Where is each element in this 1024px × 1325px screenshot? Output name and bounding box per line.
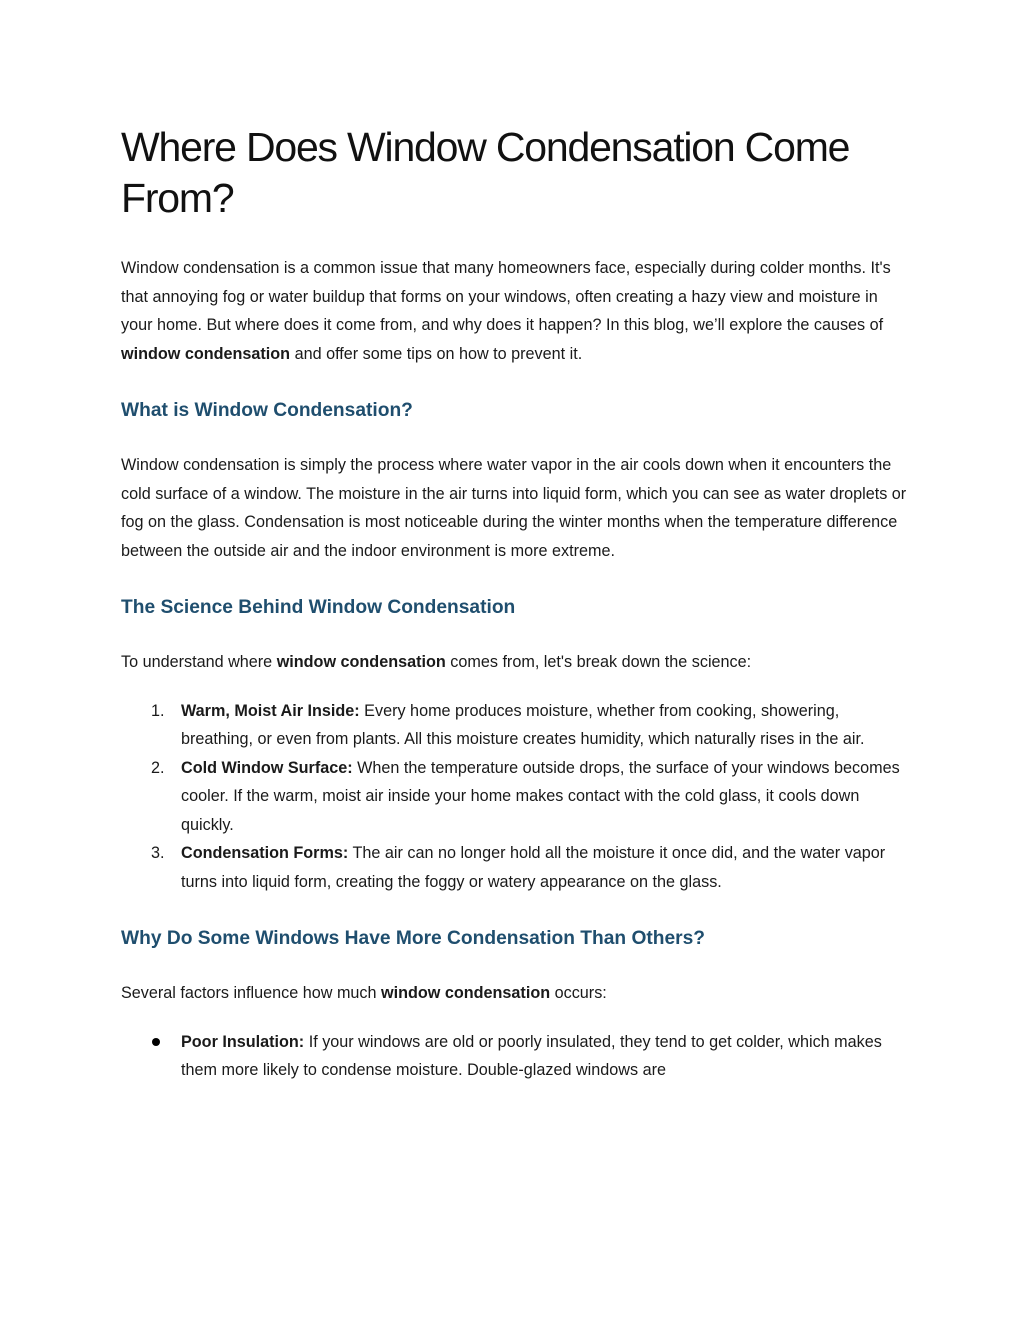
list-item <box>121 1028 911 1085</box>
list-item-label: Poor Insulation: <box>181 1032 305 1051</box>
factors-list <box>121 1028 911 1085</box>
intro-paragraph <box>121 254 911 368</box>
list-item-text: Every home produces moisture, whether from cooking, showering, breathing, or even from plants. All this moisture creates humidity, which naturally rises in the air. <box>181 701 865 748</box>
list-item-label: Condensation Forms: <box>181 844 349 862</box>
list-item-label: Cold Window Surface: <box>181 758 353 777</box>
science-steps-list <box>121 697 911 897</box>
section-science-lead <box>121 648 911 677</box>
section-what-is-paragraph: Window condensation is simply the process where water vapor in the air cools down when it encounters the cold surface of a window. The moisture in the air turns into liquid form, which you can see as water droplets or fog on the glass. Condensation is most noticeable during the winter months when the temperature difference between the outside air and the indoor environment is more extreme. <box>121 456 907 560</box>
bullet-icon <box>152 1038 160 1046</box>
list-item <box>121 754 911 840</box>
section-heading-why-more: Why Do Some Windows Have More Condensation Than Others? <box>121 928 706 949</box>
section-heading-science: The Science Behind Window Condensation <box>121 597 516 618</box>
section-heading-what-is: What is Window Condensation? <box>121 400 413 421</box>
list-item-text: When the temperature outside drops, the surface of your windows becomes cooler. If the warm, moist air inside your home makes contact with the cold glass, it cools down quickly. <box>181 758 900 834</box>
science-lead-end: comes from, let's break down the science: <box>445 653 752 671</box>
page-title: Where Does Window Condensation Come From? <box>121 124 850 221</box>
list-item <box>121 839 911 896</box>
list-item-label: Warm, Moist Air Inside: <box>181 701 360 720</box>
list-item-text: The air can no longer hold all the moisture it once did, and the water vapor turns into liquid form, creating the foggy or watery appearance on the glass. <box>181 844 886 891</box>
why-lead-start: Several factors influence how much <box>121 984 382 1002</box>
intro-text-start: Window condensation is a common issue that many homeowners face, especially during colder months. It's that annoying fog or water buildup that forms on your windows, often creating a hazy view and moisture in your home. But where does it come from, and why does it happen? In this blog, we’ll explore the causes of <box>121 259 891 334</box>
intro-text-end: and offer some tips on how to prevent it. <box>290 344 583 363</box>
science-lead-start: To understand where <box>121 653 277 671</box>
list-item-number: 3. <box>151 844 165 862</box>
document-page <box>121 122 911 1085</box>
list-item-number: 1. <box>151 701 165 720</box>
list-item-number: 2. <box>151 758 165 777</box>
why-lead-end: occurs: <box>550 984 607 1002</box>
section-why-more-lead <box>121 979 911 1008</box>
why-lead-keyword: window condensation <box>381 984 551 1002</box>
list-item-text: If your windows are old or poorly insulated, they tend to get colder, which makes them more likely to condense moisture. Double-glazed windows are <box>181 1032 882 1079</box>
list-item <box>121 697 911 754</box>
science-lead-keyword: window condensation <box>276 653 446 671</box>
intro-keyword: window condensation <box>121 344 291 363</box>
